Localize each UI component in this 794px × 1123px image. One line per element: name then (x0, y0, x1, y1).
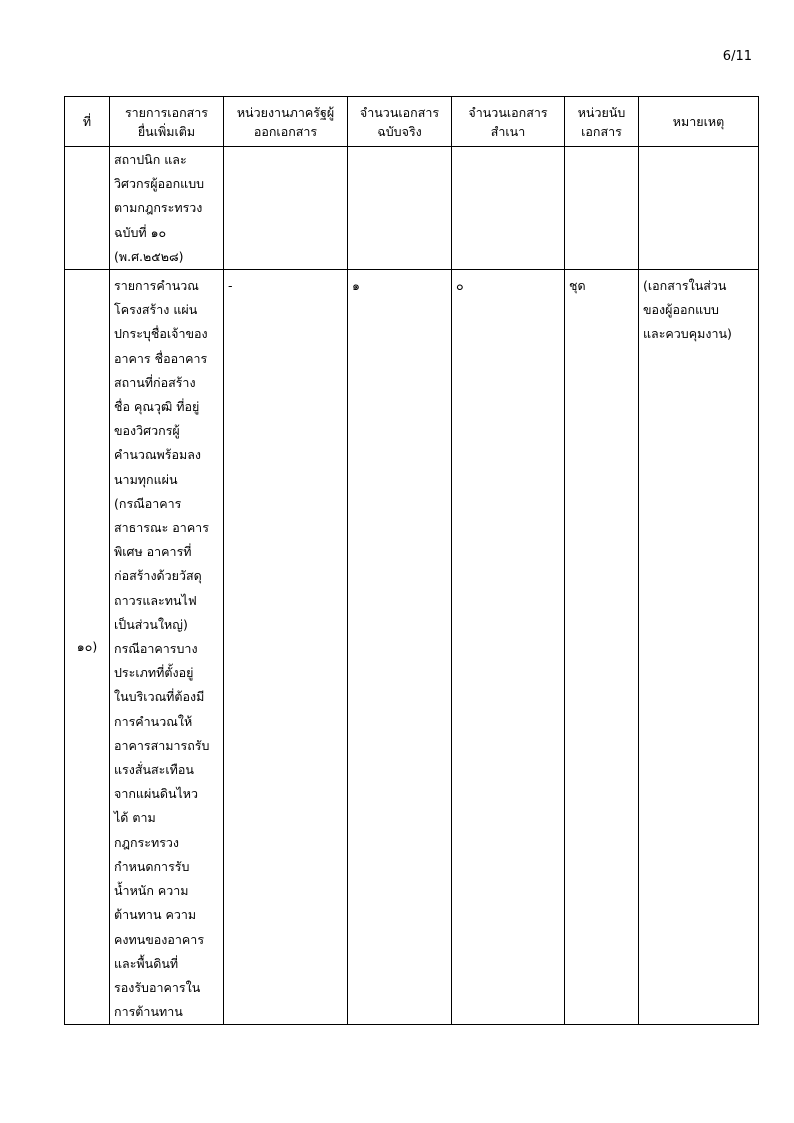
header-original-count: จำนวนเอกสาร ฉบับจริง (348, 97, 452, 147)
item-line: สถานที่ก่อสร้าง (114, 374, 196, 390)
table-row (65, 270, 759, 1025)
remark-line: (เอกสารในส่วน (643, 278, 727, 294)
item-line: และพื้นดินที่ (114, 955, 179, 971)
item-line: ฉบับที่ ๑๐ (114, 224, 167, 240)
row-original-count: ๑ (348, 270, 452, 1025)
row-original-count (348, 147, 452, 270)
item-line: ในบริเวณที่ต้องมี (114, 689, 205, 705)
header-unit: หน่วยนับ เอกสาร (565, 97, 639, 147)
item-line: ต้านทาน ความ (114, 907, 197, 923)
item-line: รายการคำนวณ (114, 278, 199, 294)
item-line: (พ.ศ.๒๕๒๘) (114, 248, 184, 264)
item-line: โครงสร้าง แผ่น (114, 302, 198, 318)
item-line: อาคารสามารถรับ (114, 737, 210, 753)
row-item (110, 270, 224, 1025)
row-agency (224, 147, 348, 270)
header-no: ที่ (65, 97, 110, 147)
item-line: ปกระบุชื่อเจ้าของ (114, 326, 208, 342)
item-line: วิศวกรผู้ออกแบบ (114, 176, 205, 192)
item-line: น้ำหนัก ความ (114, 883, 189, 899)
header-copy-count: จำนวนเอกสาร สำเนา (452, 97, 565, 147)
remark-line: และควบคุมงาน) (643, 326, 732, 342)
item-line: ได้ ตาม (114, 810, 156, 826)
row-number: ๑๐) (65, 270, 110, 1025)
item-line: จากแผ่นดินไหว (114, 786, 199, 802)
item-line: พิเศษ อาคารที่ (114, 544, 192, 560)
row-unit: ชุด (565, 270, 639, 1025)
row-copy-count (452, 147, 565, 270)
item-line: (กรณีอาคาร (114, 495, 182, 511)
item-line: เป็นส่วนใหญ่) (114, 616, 188, 632)
row-remark (639, 147, 759, 270)
remark-line: ของผู้ออกแบบ (643, 302, 719, 318)
item-line: สาธารณะ อาคาร (114, 520, 209, 536)
header-item: รายการเอกสาร ยื่นเพิ่มเติม (110, 97, 224, 147)
page-number: 6/11 (722, 49, 752, 64)
item-line: ก่อสร้างด้วยวัสดุ (114, 568, 202, 584)
item-line: การต้านทาน (114, 1004, 183, 1020)
document-table (64, 96, 759, 1025)
row-number (65, 147, 110, 270)
item-line: สถาปนิก และ (114, 152, 187, 167)
item-line: คำนวณพร้อมลง (114, 447, 202, 463)
row-item (110, 147, 224, 270)
row-copy-count: ๐ (452, 270, 565, 1025)
item-line: กฎกระทรวง (114, 834, 180, 850)
header-remark: หมายเหตุ (639, 97, 759, 147)
row-remark (639, 270, 759, 1025)
row-agency: - (224, 270, 348, 1025)
item-line: การคำนวณให้ (114, 713, 193, 729)
item-line: ชื่อ คุณวุฒิ ที่อยู่ (114, 399, 200, 415)
table-header-row (65, 97, 759, 147)
header-agency: หน่วยงานภาครัฐผู้ ออกเอกสาร (224, 97, 348, 147)
item-line: กำหนดการรับ (114, 858, 190, 874)
item-line: ตามกฎกระทรวง (114, 200, 203, 216)
item-line: รองรับอาคารใน (114, 979, 201, 995)
item-line: คงทนของอาคาร (114, 931, 205, 947)
item-line: ของวิศวกรผู้ (114, 423, 180, 439)
row-unit (565, 147, 639, 270)
item-line: นามทุกแผ่น (114, 471, 178, 487)
item-line: อาคาร ชื่ออาคาร (114, 350, 208, 366)
item-line: ถาวรและทนไฟ (114, 592, 197, 608)
item-line: ประเภทที่ตั้งอยู่ (114, 665, 194, 681)
item-line: แรงสั่นสะเทือน (114, 762, 194, 778)
table-row (65, 147, 759, 270)
item-line: กรณีอาคารบาง (114, 641, 198, 657)
